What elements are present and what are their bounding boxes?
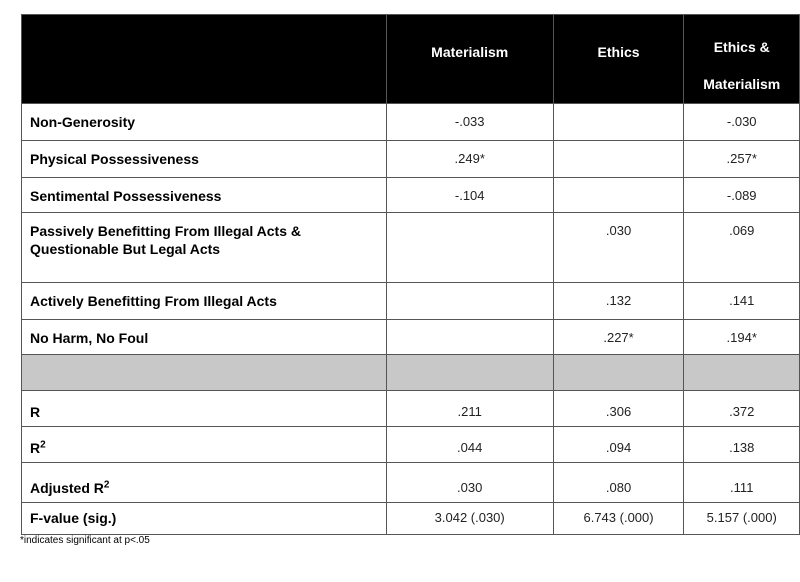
cell-materialism: 3.042 (.030)	[386, 503, 553, 535]
row-label: Physical Possessiveness	[22, 141, 387, 178]
cell-materialism: .044	[386, 427, 553, 463]
cell-ethics: .030	[553, 213, 684, 283]
separator-cell	[22, 355, 387, 391]
row-label	[22, 463, 387, 503]
cell-both: .372	[684, 391, 800, 427]
cell-materialism: -.104	[386, 178, 553, 213]
r-symbol: R	[30, 440, 41, 456]
cell-both: -.089	[684, 178, 800, 213]
row-label: R	[22, 391, 387, 427]
cell-ethics	[553, 178, 684, 213]
row-label-line-1: Passively Benefitting From Illegal Acts &	[30, 223, 302, 239]
separator-cell	[386, 355, 553, 391]
cell-ethics: .080	[553, 463, 684, 503]
header-line-2: Materialism	[703, 76, 781, 92]
row-label: Non-Generosity	[22, 104, 387, 141]
cell-materialism	[386, 213, 553, 283]
table-row	[22, 320, 800, 355]
header-line-1: Ethics &	[713, 39, 770, 55]
separator-row	[22, 355, 800, 391]
separator-cell	[684, 355, 800, 391]
header-row	[22, 15, 800, 104]
header-blank	[22, 15, 387, 104]
header-materialism: Materialism	[386, 15, 553, 104]
adjusted-r-label: Adjusted R	[30, 480, 104, 496]
separator-cell	[553, 355, 684, 391]
row-label: No Harm, No Foul	[22, 320, 387, 355]
cell-both: 5.157 (.000)	[684, 503, 800, 535]
cell-both: .138	[684, 427, 800, 463]
table-row	[22, 391, 800, 427]
cell-materialism: .249*	[386, 141, 553, 178]
regression-table	[21, 14, 800, 535]
cell-materialism: .211	[386, 391, 553, 427]
cell-both: .111	[684, 463, 800, 503]
cell-both: .257*	[684, 141, 800, 178]
cell-ethics: .306	[553, 391, 684, 427]
cell-both: .069	[684, 213, 800, 283]
cell-both: .141	[684, 283, 800, 320]
cell-ethics: .227*	[553, 320, 684, 355]
superscript: 2	[40, 439, 46, 451]
cell-ethics: .094	[553, 427, 684, 463]
cell-materialism: -.033	[386, 104, 553, 141]
header-ethics-materialism	[684, 15, 800, 104]
cell-ethics	[553, 141, 684, 178]
header-ethics: Ethics	[553, 15, 684, 104]
row-label-line-2: Questionable But Legal Acts	[30, 241, 221, 257]
cell-materialism	[386, 283, 553, 320]
cell-both: .194*	[684, 320, 800, 355]
table-row	[22, 463, 800, 503]
cell-ethics: .132	[553, 283, 684, 320]
cell-both: -.030	[684, 104, 800, 141]
cell-materialism: .030	[386, 463, 553, 503]
row-label: F-value (sig.)	[22, 503, 387, 535]
footnote: *indicates significant at p<.05	[20, 535, 150, 546]
row-label: Sentimental Possessiveness	[22, 178, 387, 213]
cell-ethics: 6.743 (.000)	[553, 503, 684, 535]
row-label: Actively Benefitting From Illegal Acts	[22, 283, 387, 320]
table-row	[22, 427, 800, 463]
superscript: 2	[103, 479, 110, 491]
cell-materialism	[386, 320, 553, 355]
table-row	[22, 178, 800, 213]
row-label	[22, 427, 387, 463]
table-row	[22, 503, 800, 535]
table-row	[22, 213, 800, 283]
table-row	[22, 141, 800, 178]
row-label	[22, 213, 387, 283]
table-row	[22, 104, 800, 141]
table-row	[22, 283, 800, 320]
cell-ethics	[553, 104, 684, 141]
